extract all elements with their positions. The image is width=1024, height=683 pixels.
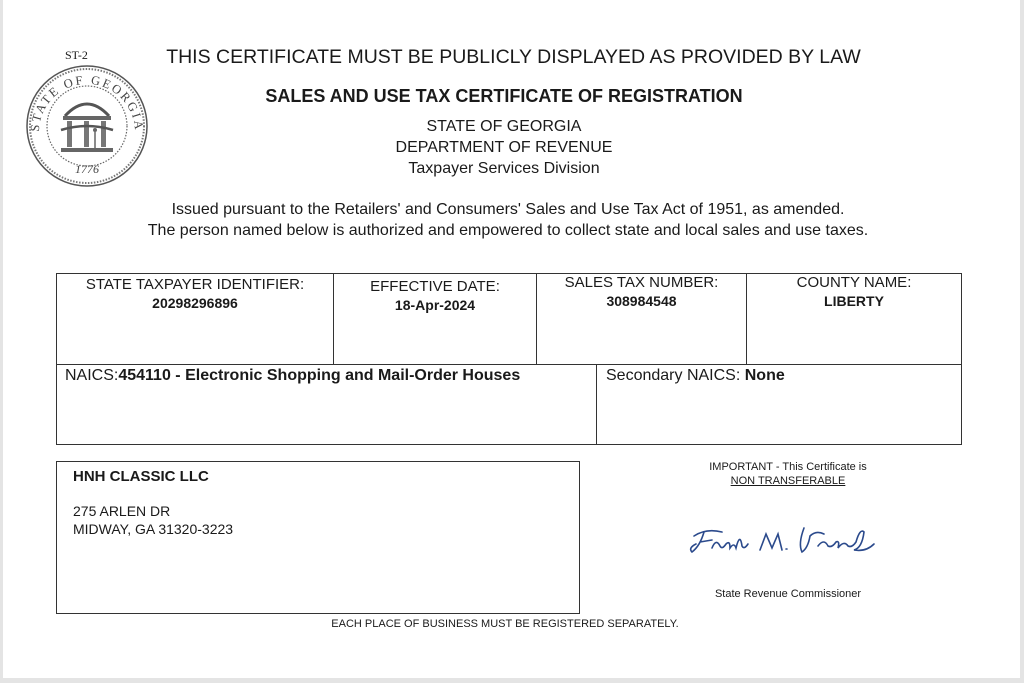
effective-date-label: EFFECTIVE DATE: xyxy=(370,278,500,295)
registration-row-ids xyxy=(57,274,961,365)
registration-row-naics xyxy=(57,364,961,444)
issuer-state: STATE OF GEORGIA xyxy=(426,118,582,135)
naics-label: NAICS: xyxy=(65,367,119,384)
taxpayer-id-cell xyxy=(57,274,333,364)
address-line-1: 275 ARLEN DR xyxy=(73,503,171,519)
important-text: IMPORTANT - This Certificate is xyxy=(709,461,867,473)
preamble-line-1: Issued pursuant to the Retailers' and Consumers' Sales and Use Tax Act of 1951, as amended. xyxy=(171,201,845,218)
sales-tax-number-value: 308984548 xyxy=(606,293,677,309)
registration-footer: EACH PLACE OF BUSINESS MUST BE REGISTERED SEPARATELY. xyxy=(331,618,679,630)
form-code: ST-2 xyxy=(65,48,88,62)
certificate-page xyxy=(3,0,1020,678)
taxpayer-id-label: STATE TAXPAYER IDENTIFIER: xyxy=(85,276,305,293)
sales-tax-number-label: SALES TAX NUMBER: xyxy=(564,274,719,291)
non-transferable-text: NON TRANSFERABLE xyxy=(730,475,846,487)
secondary-naics-label: Secondary NAICS: xyxy=(606,367,745,384)
commissioner-signature xyxy=(686,518,886,562)
seal-text: STATE OF GEORGIA xyxy=(27,72,147,133)
important-notice xyxy=(643,460,933,488)
preamble-line-2: The person named below is authorized and empowered to collect state and local sales and use taxes. xyxy=(147,222,869,239)
taxpayer-name: HNH CLASSIC LLC xyxy=(73,468,209,485)
county-name-value: LIBERTY xyxy=(824,293,884,309)
secondary-naics-cell xyxy=(596,364,961,444)
address-line-2: MIDWAY, GA 31320-3223 xyxy=(73,521,234,537)
taxpayer-address-box xyxy=(56,461,580,614)
seal-year: 1776 xyxy=(75,162,99,176)
effective-date-value: 18-Apr-2024 xyxy=(394,297,476,313)
naics-value: 454110 - Electronic Shopping and Mail-Order Houses xyxy=(118,367,521,384)
effective-date-cell xyxy=(333,274,536,364)
sales-tax-number-cell xyxy=(536,274,746,364)
naics-cell xyxy=(57,364,596,444)
registration-table xyxy=(56,273,962,445)
display-notice: THIS CERTIFICATE MUST BE PUBLICLY DISPLAYED AS PROVIDED BY LAW xyxy=(166,46,861,68)
county-name-label: COUNTY NAME: xyxy=(796,274,912,291)
county-name-cell xyxy=(746,274,961,364)
signer-title: State Revenue Commissioner xyxy=(714,588,862,600)
secondary-naics-value: None xyxy=(744,367,785,384)
issuer-department: DEPARTMENT OF REVENUE xyxy=(395,139,613,156)
taxpayer-id-value: 20298296896 xyxy=(152,295,238,311)
issuer-division: Taxpayer Services Division xyxy=(408,160,600,177)
certificate-title: SALES AND USE TAX CERTIFICATE OF REGISTRATION xyxy=(265,86,743,106)
